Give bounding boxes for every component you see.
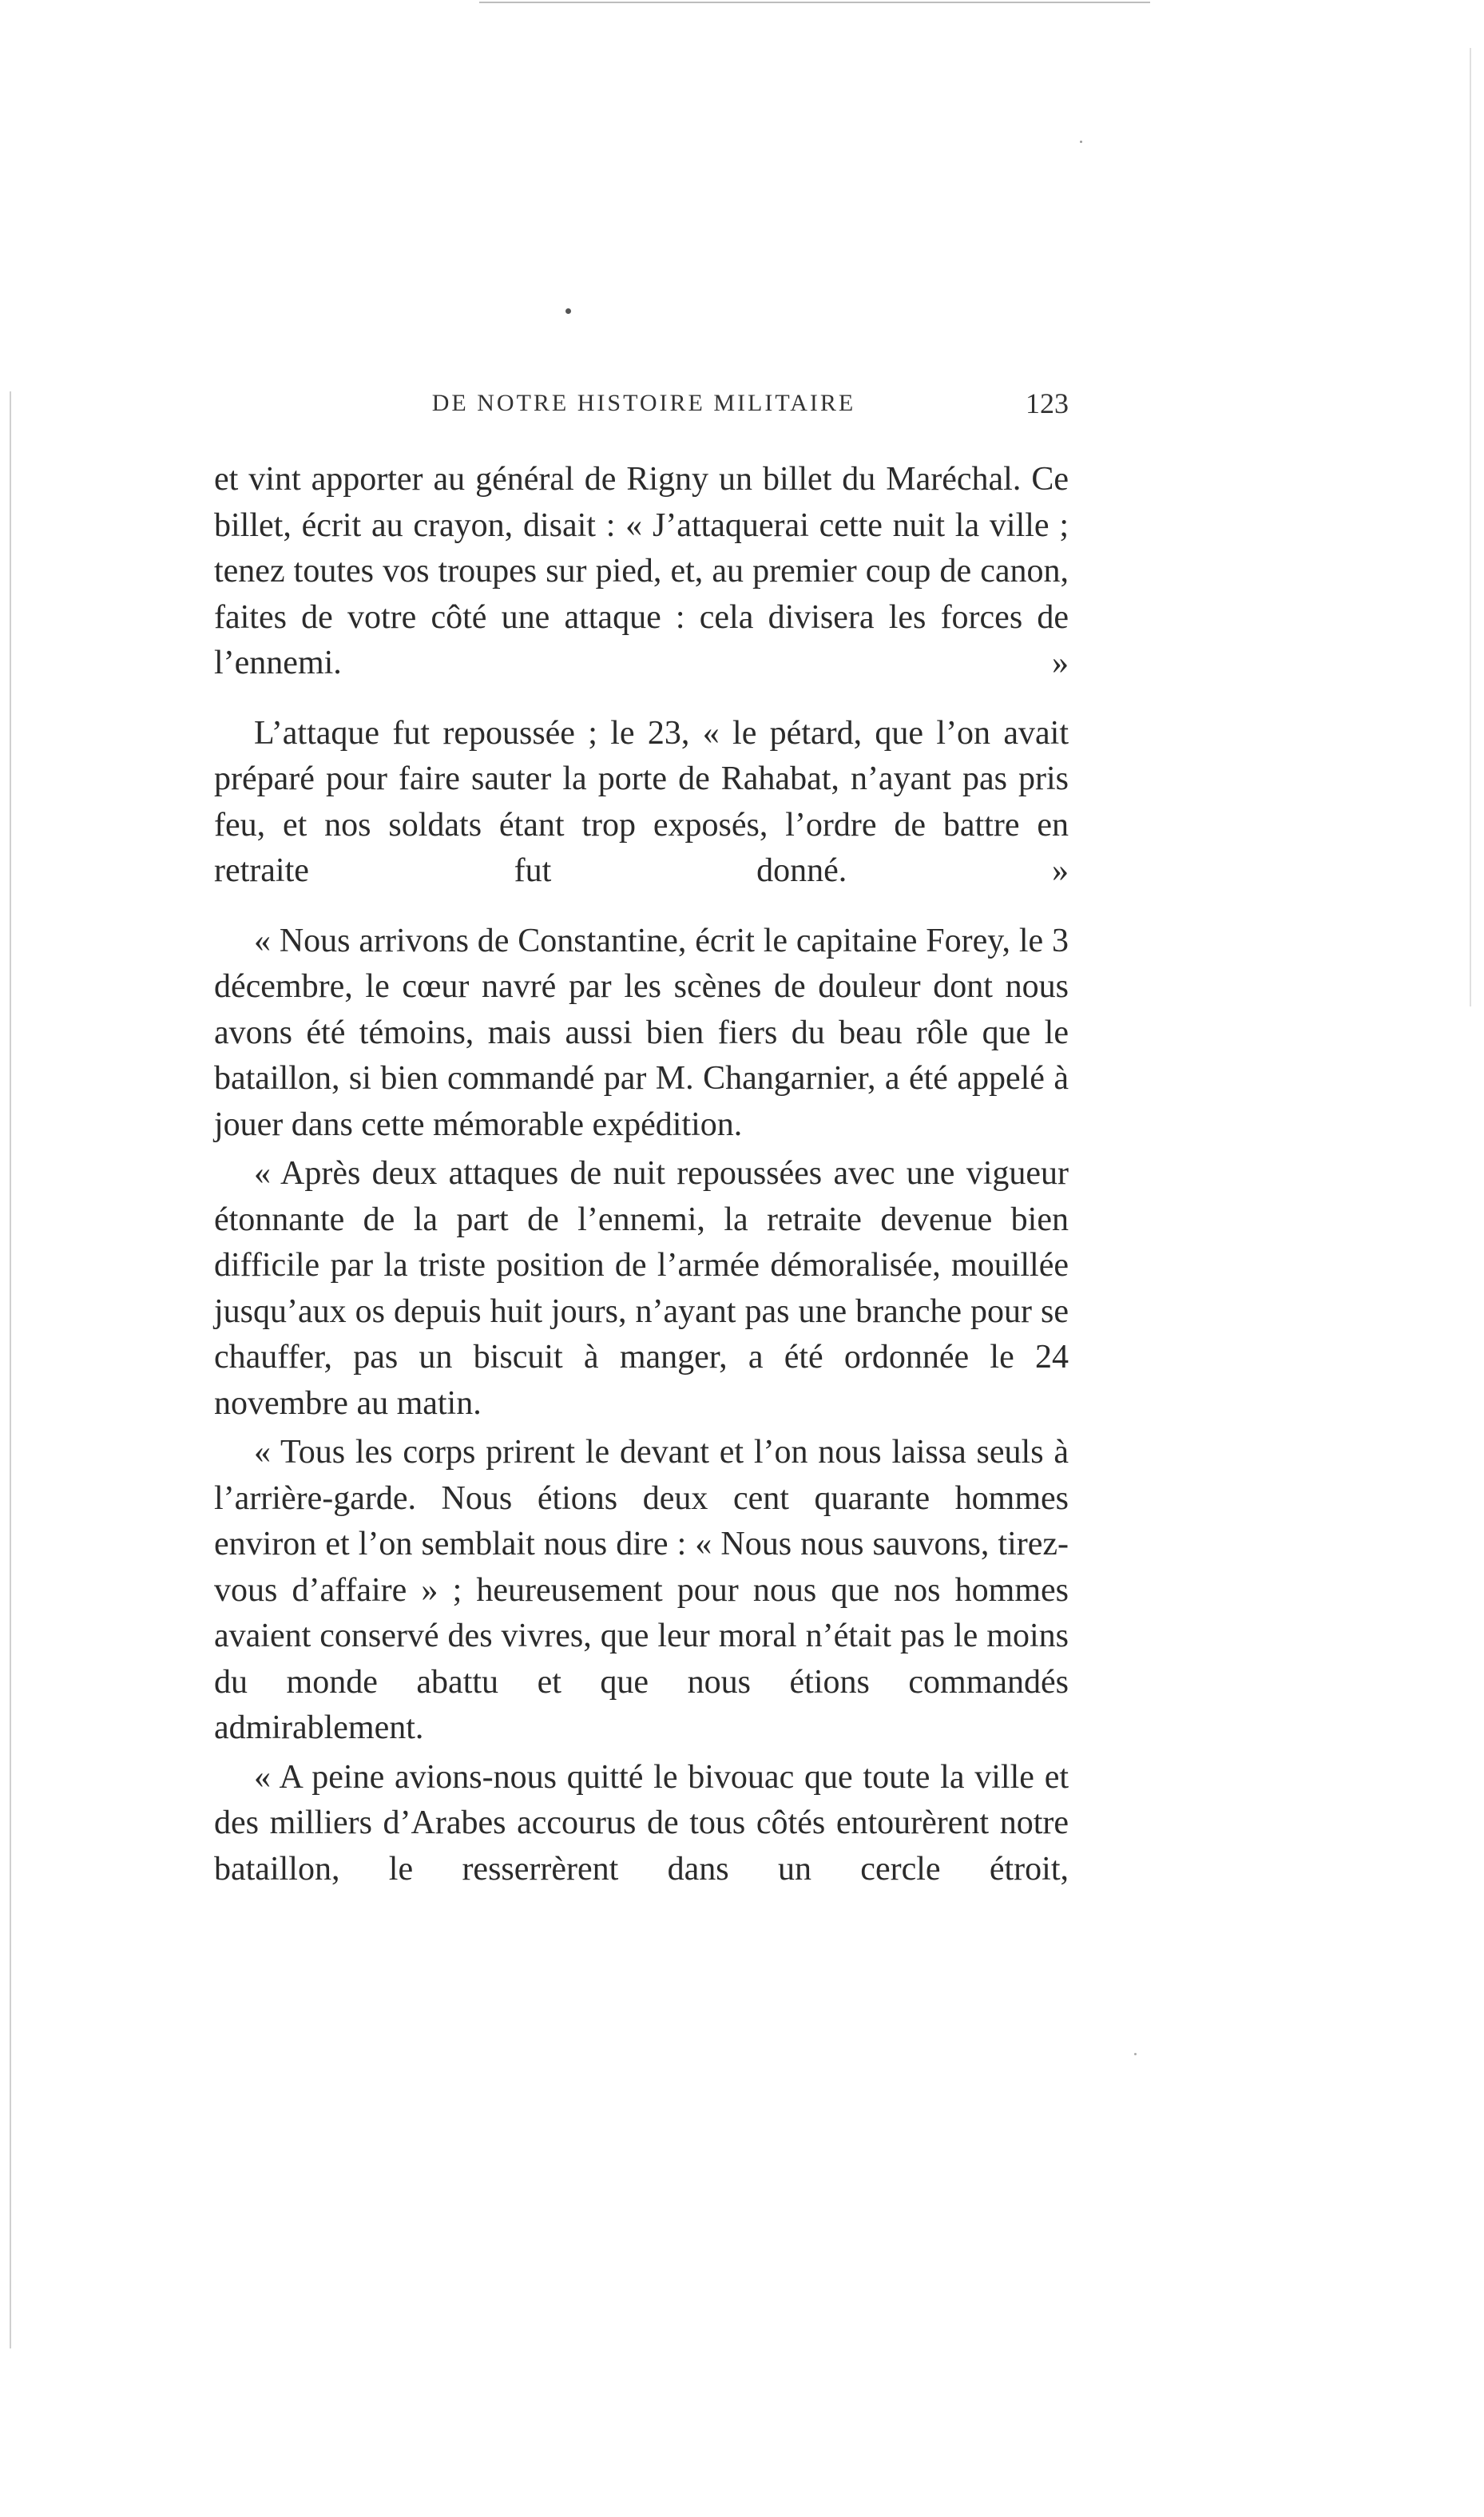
- paragraph-2: L’attaque fut repoussée ; le 23, « le pétard, que l’on avait préparé pour faire sauter la porte de Rahabat, n’ayant pas pris feu, et nos soldats étant trop exposés, l’ordre de battre en retraite fut donné. »: [214, 714, 1069, 889]
- ink-speck: [565, 308, 571, 314]
- paragraph-5: « Tous les corps prirent le devant et l’on nous laissa seuls à l’arrière-garde. Nous étions deux cent quarante hommes environ et l’on semblait nous dire : « Nous nous sauvons, tirez-vous d’affaire » ; heureusement pour nous que nos hommes avaient conservé des vivres, que leur moral n’était pas le moins du monde abattu et que nous étions commandés admirablement.: [214, 1434, 1069, 1746]
- scan-top-rule: [479, 2, 1150, 3]
- paragraph-1: et vint apporter au général de Rigny un billet du Maréchal. Ce billet, écrit au crayon, disait : « J’attaquerai cette nuit la ville ; tenez toutes vos troupes sur pied, et, au premier coup de canon, faites de votre côté une attaque : cela divisera les forces de l’ennemi. »: [214, 461, 1069, 681]
- paragraph-gap: [214, 895, 1069, 919]
- body-text: [214, 457, 1069, 1892]
- paragraph-gap: [214, 687, 1069, 711]
- paragraph-4: « Après deux attaques de nuit repoussées avec une vigueur étonnante de la part de l’ennemi, la retraite devenue bien difficile par la triste position de l’armée démoralisée, mouillée jusqu’aux os depuis huit jours, n’ayant pas une branche pour se chauffer, pas un biscuit à manger, a été ordonnée le 24 novembre au matin.: [214, 1155, 1069, 1422]
- page-number: 123: [1026, 387, 1069, 419]
- ink-speck: [1134, 2053, 1137, 2055]
- paragraph-6: « A peine avions-nous quitté le bivouac que toute la ville et des milliers d’Arabes accourus de tous côtés entourèrent notre bataillon, le resserrèrent dans un cercle étroit,: [214, 1758, 1069, 1888]
- page-header: [214, 387, 1069, 430]
- paragraph-3: « Nous arrivons de Constantine, écrit le capitaine Forey, le 3 décembre, le cœur navré par les scènes de douleur dont nous avons été témoins, mais aussi bien fiers du beau rôle que le bataillon, si bien commandé par M. Changarnier, a été appelé à jouer dans cette mémorable expédition.: [214, 922, 1069, 1143]
- scan-right-rule: [1470, 48, 1471, 1006]
- scan-left-rule: [10, 391, 11, 2348]
- running-head: DE NOTRE HISTOIRE MILITAIRE: [431, 390, 856, 416]
- ink-speck: [1080, 141, 1082, 143]
